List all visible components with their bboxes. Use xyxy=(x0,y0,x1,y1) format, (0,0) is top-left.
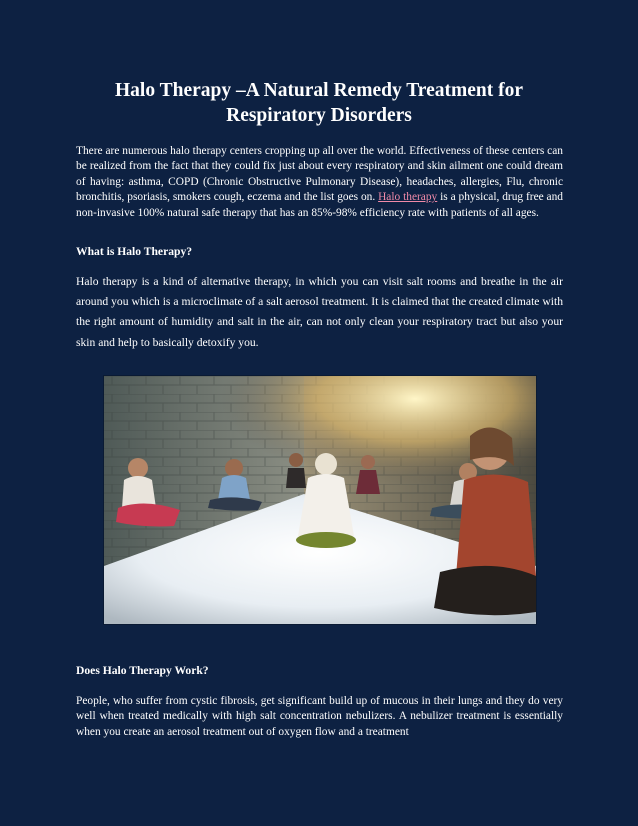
intro-paragraph xyxy=(76,144,563,221)
what-is-paragraph: Halo therapy is a kind of alternative therapy, in which you can visit salt rooms and breathe in the air around you which is a microclimate of a salt aerosol treatment. It is claimed that the created climate with the right amount of humidity and salt in the air, can not only clean your respiratory tract but also your skin and help to basically detoxify you. xyxy=(76,275,563,349)
intro-text-after-link: is a physical, drug free and non-invasive 100% natural safe therapy that has an 85%-98% efficiency rate with patients of all ages. xyxy=(76,191,564,219)
does-work-paragraph: People, who suffer from cystic fibrosis, get significant build up of mucous in their lungs and they do very well when treated medically with high salt concentration nebulizers. A nebulizer treatment is essentially when you create an aerosol treatment out of oxygen flow and a treatment xyxy=(76,695,563,738)
salt-room-photo xyxy=(103,375,537,625)
what-is-heading: What is Halo Therapy? xyxy=(76,245,193,258)
intro-text-before-link: There are numerous halo therapy centers cropping up all over the world. Effectiveness of these centers can be realized from the fact that they could fix just about every respiratory and skin ailment one could dream of having: asthma, COPD (Chronic Obstructive Pulmonary Disease), headaches, allergies, Flu, chronic bronchitis, psoriasis, smokers cough, eczema and the list goes on. xyxy=(76,145,563,204)
halo-therapy-link[interactable]: Halo therapy xyxy=(378,191,438,204)
document-title: Halo Therapy –A Natural Remedy Treatment for Respiratory Disorders xyxy=(114,80,523,126)
does-work-heading: Does Halo Therapy Work? xyxy=(76,664,209,677)
